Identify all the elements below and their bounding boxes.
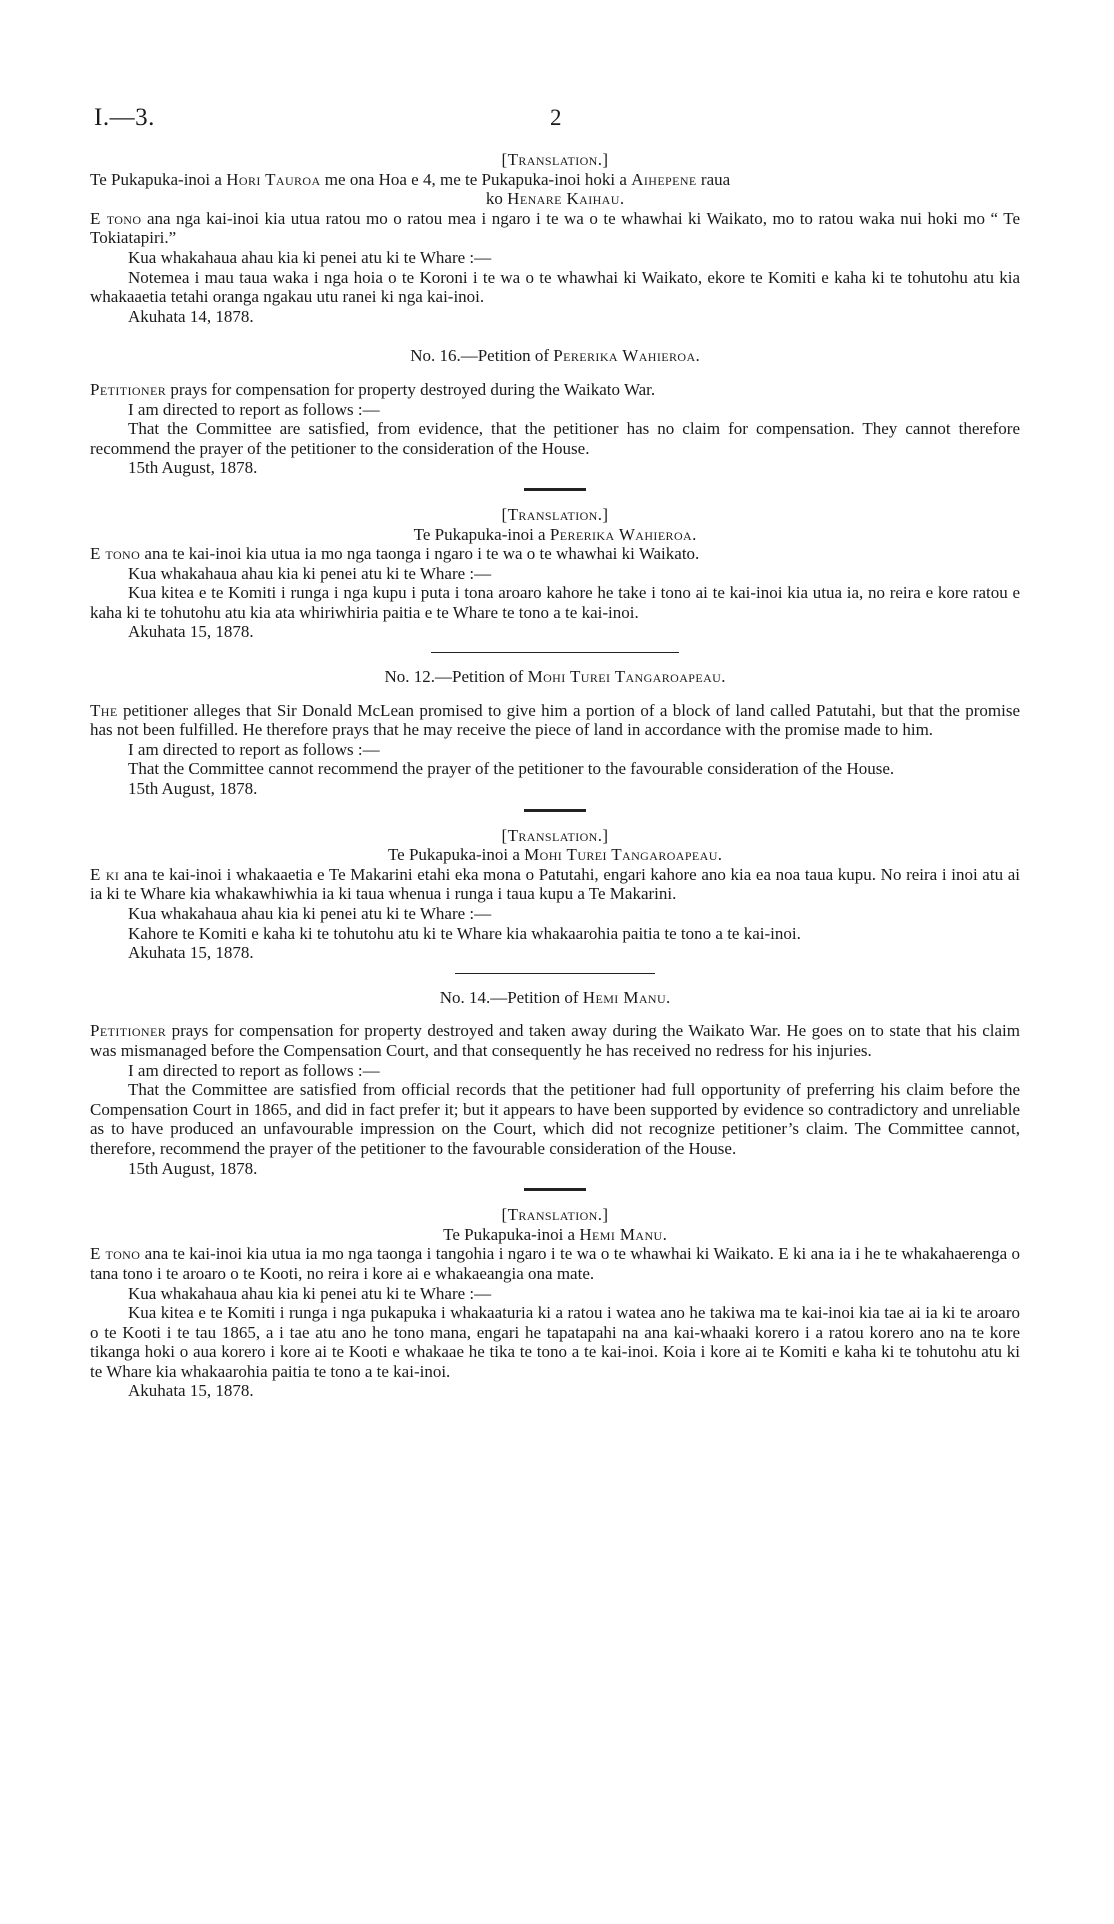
section-translation-wahieroa bbox=[90, 505, 1020, 642]
heading-text: No. 14.—Petition of bbox=[439, 987, 583, 1007]
report-date: Akuhata 15, 1878. bbox=[128, 943, 254, 963]
petition-title bbox=[90, 170, 1020, 190]
petitioner-name: Henare Kaihau bbox=[507, 189, 620, 209]
title-text: . bbox=[619, 189, 625, 209]
report-date: 15th August, 1878. bbox=[128, 1158, 258, 1178]
report-date: Akuhata 14, 1878. bbox=[128, 306, 254, 326]
petition-heading bbox=[90, 346, 1020, 366]
title-text: . bbox=[717, 845, 723, 865]
lead-words: E tono bbox=[90, 1244, 141, 1264]
petitioner-name: Mohi Turei Tangaroapeau bbox=[527, 667, 722, 687]
section-divider bbox=[524, 488, 586, 491]
paper-reference: I.—3. bbox=[94, 104, 155, 131]
section-petition-16 bbox=[90, 346, 1020, 478]
title-text: ko bbox=[485, 189, 508, 209]
heading-text: No. 16.—Petition of bbox=[410, 346, 554, 366]
report-date: 15th August, 1878. bbox=[128, 779, 258, 799]
section-divider bbox=[524, 1188, 586, 1191]
petitioner-name: Hemi Manu bbox=[579, 1224, 663, 1244]
petition-summary bbox=[90, 544, 1020, 564]
petition-summary bbox=[90, 1021, 1020, 1060]
report-body: That the Committee are satisfied from official records that the petitioner had full opportunity of preferring his claim before the Compensation Court in 1865, and did in fact prefer it; but it appears to have been supported by evidence so contradictory and unreliable as to have produced an unfavourable impression on the Court, which did not recognize petitioner’s claim. The Committee cannot, therefore, recommend the prayer of the petitioner to the favourable consideration of the House. bbox=[90, 1080, 1020, 1158]
title-text: . bbox=[692, 524, 697, 544]
section-divider bbox=[431, 652, 679, 653]
report-intro: Kua whakahaua ahau kia ki penei atu ki te Whare :— bbox=[128, 563, 492, 583]
report-body: Kua kitea e te Komiti i runga i nga kupu i puta i tona aroaro kahore he take i tono ai te kai-inoi kia utua ia, no reira e kore ratou e kaha ki te tohutohu atu kia ata whiriwhiria paitia e te Whare te tono a te kai-inoi. bbox=[90, 583, 1020, 622]
report-body: Notemea i mau taua waka i nga hoia o te Koroni i te wa o te whawhai ki Waikato, ekore te Komiti e kaha ki te tohutohu atu kia whakaaetia tetahi oranga ngakau utu ranei ki nga kai-inoi. bbox=[90, 267, 1020, 307]
title-text: Te Pukapuka-inoi a bbox=[90, 169, 227, 189]
report-body: That the Committee cannot recommend the prayer of the petitioner to the favourable consideration of the House. bbox=[128, 759, 895, 779]
title-text: Te Pukapuka-inoi a bbox=[387, 845, 525, 865]
translation-heading: [Translation.] bbox=[501, 825, 609, 845]
body-text: ana te kai-inoi kia utua ia mo nga taonga i tangohia i ngaro i te wa o te whawhai ki Waikato. E ki ana ia i he te whakahaerenga o tana tono i te aroaro o te Kooti, no reira i kore ai e whakaeangia ona mate. bbox=[90, 1244, 1020, 1283]
petition-summary bbox=[90, 1244, 1020, 1283]
body-text: prays for compensation for property destroyed and taken away during the Waikato War. He goes on to state that his claim was mismanaged before the Compensation Court, and that consequently he has received no redress for his injuries. bbox=[90, 1021, 1020, 1060]
report-date: Akuhata 15, 1878. bbox=[128, 622, 254, 642]
section-translation-tauroa bbox=[90, 150, 1020, 326]
title-text: Te Pukapuka-inoi a bbox=[443, 1224, 580, 1244]
heading-text: No. 12.—Petition of bbox=[384, 667, 528, 687]
page-number: 2 bbox=[550, 105, 562, 130]
lead-words: E ki bbox=[90, 864, 120, 884]
section-divider bbox=[524, 809, 586, 812]
title-text: . bbox=[662, 1224, 667, 1244]
section-divider bbox=[455, 973, 655, 974]
section-petition-12 bbox=[90, 667, 1020, 799]
body-text: ana nga kai-inoi kia utua ratou mo o ratou mea i ngaro i te wa o te whawhai ki Waikato, mo to ratou waka nui hoki mo “ Te Tokiatapiri.” bbox=[90, 208, 1020, 248]
petition-title bbox=[90, 525, 1020, 545]
petition-heading bbox=[90, 988, 1020, 1008]
petition-title bbox=[90, 845, 1020, 865]
report-intro: Kua whakahaua ahau kia ki penei atu ki te Whare :— bbox=[128, 247, 492, 267]
petition-summary bbox=[90, 209, 1020, 248]
title-text: Te Pukapuka-inoi a bbox=[413, 524, 550, 544]
section-translation-tangaroapeau bbox=[90, 826, 1020, 963]
report-intro: Kua whakahaua ahau kia ki penei atu ki te Whare :— bbox=[128, 1283, 492, 1303]
section-petition-14 bbox=[90, 988, 1020, 1178]
translation-heading: [Translation.] bbox=[501, 504, 609, 524]
translation-heading: [Translation.] bbox=[501, 1205, 609, 1225]
report-date: 15th August, 1878. bbox=[128, 458, 258, 478]
report-body: Kua kitea e te Komiti i runga i nga pukapuka i whakaaturia ki a ratou i watea ano he takiwa ma te kai-inoi kia tae ai ia ki te aroaro o te Kooti i te tau 1865, a i tae atu ano he tono mana, engari he tapatapahi na ana kai-whaaki korero i a ratou korero ano na te kore tikanga hoki o aua korero i kore ai te Kooti e whakaae he tika te tono a te kai-inoi. Koia i kore ai te Komiti e kaha ki te tohutohu atu ki te Whare kia whakaarohia paitia te tono a te kai-inoi. bbox=[90, 1303, 1020, 1381]
petition-summary bbox=[90, 380, 1020, 400]
title-text: me ona Hoa e 4, me te Pukapuka-inoi hoki a bbox=[320, 169, 632, 189]
body-text: ana te kai-inoi kia utua ia mo nga taonga i ngaro i te wa o te whawhai ki Waikato. bbox=[140, 544, 700, 564]
document-page bbox=[90, 104, 1020, 1401]
lead-words: The bbox=[90, 700, 118, 720]
heading-text: . bbox=[695, 346, 700, 366]
petition-summary bbox=[90, 701, 1020, 740]
body-text: prays for compensation for property destroyed during the Waikato War. bbox=[166, 379, 656, 399]
title-text: raua bbox=[696, 169, 731, 189]
petitioner-name: Mohi Turei Tangaroapeau bbox=[524, 845, 718, 865]
petitioner-name: Hori Tauroa bbox=[226, 169, 321, 189]
report-body: Kahore te Komiti e kaha ki te tohutohu atu ki te Whare kia whakaarohia paitia te tono a te kai-inoi. bbox=[128, 923, 801, 943]
petitioner-name: Hemi Manu bbox=[582, 987, 667, 1007]
petition-heading bbox=[90, 667, 1020, 687]
report-intro: I am directed to report as follows :— bbox=[128, 739, 380, 759]
report-intro: Kua whakahaua ahau kia ki penei atu ki te Whare :— bbox=[128, 904, 492, 923]
petition-title-line2 bbox=[90, 189, 1020, 209]
body-text: ana te kai-inoi i whakaaetia e Te Makarini etahi eka mona o Patutahi, engari kahore ano kia ea noa taua kupu. No reira i inoi atu ai ia ki te Whare kia whakawhiwhia ia ki taua whenua i runga i taua kupu a Te Makarini. bbox=[90, 864, 1020, 904]
report-date: Akuhata 15, 1878. bbox=[128, 1381, 254, 1401]
report-body: That the Committee are satisfied, from evidence, that the petitioner has no claim for compensation. They cannot therefore recommend the prayer of the petitioner to the consideration of the House. bbox=[90, 419, 1020, 458]
petitioner-name: Aihepene bbox=[631, 169, 697, 189]
lead-words: E tono bbox=[90, 208, 142, 228]
petition-summary bbox=[90, 865, 1020, 904]
lead-words: E tono bbox=[90, 544, 141, 564]
lead-words: Petitioner bbox=[90, 1021, 167, 1041]
lead-words: Petitioner bbox=[90, 379, 167, 399]
report-intro: I am directed to report as follows :— bbox=[128, 399, 380, 419]
page-header bbox=[90, 104, 1020, 150]
report-intro: I am directed to report as follows :— bbox=[128, 1060, 380, 1080]
section-translation-manu bbox=[90, 1205, 1020, 1401]
heading-text: . bbox=[666, 987, 671, 1007]
petitioner-name: Pererika Wahieroa bbox=[549, 524, 693, 544]
petitioner-name: Pererika Wahieroa bbox=[553, 346, 696, 366]
heading-text: . bbox=[721, 667, 726, 687]
body-text: petitioner alleges that Sir Donald McLean promised to give him a portion of a block of land called Patutahi, but that the promise has not been fulfilled. He therefore prays that he may receive the piece of land in accordance with the promise made to him. bbox=[90, 700, 1020, 740]
translation-heading: [Translation.] bbox=[501, 150, 609, 169]
petition-title bbox=[90, 1225, 1020, 1245]
